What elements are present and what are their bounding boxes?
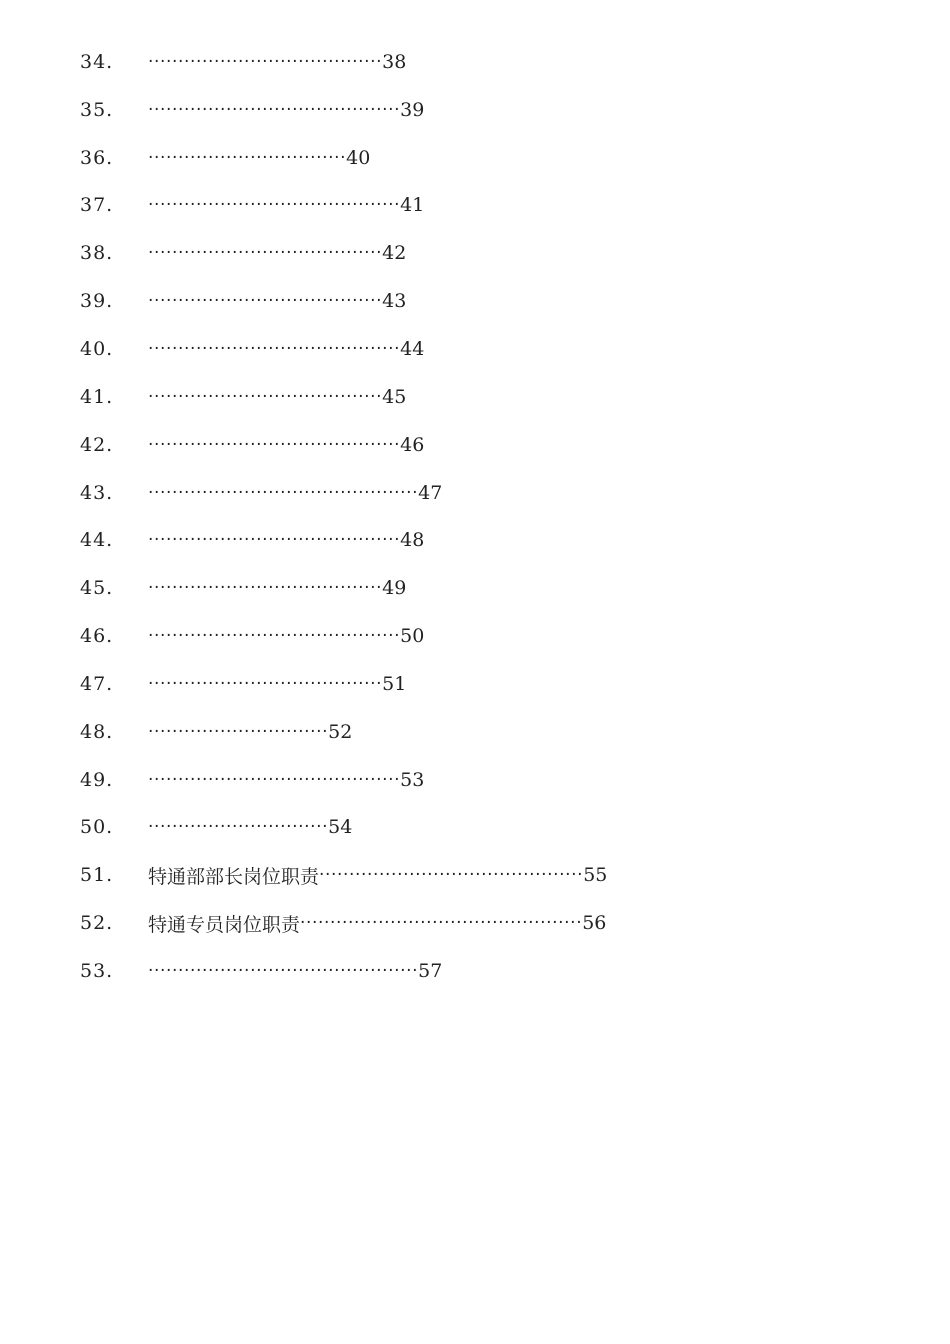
toc-entry-number: 39.: [80, 290, 114, 313]
toc-entry-number: 34.: [80, 50, 114, 73]
toc-entry[interactable]: [80, 899, 900, 947]
toc-entry[interactable]: [80, 325, 900, 373]
toc-entry-page-number: 49: [382, 577, 407, 600]
toc-entry-page-number: 48: [400, 529, 425, 552]
toc-entry[interactable]: [80, 229, 900, 277]
toc-entry-page-number: 50: [400, 625, 425, 648]
toc-entry-page-number: 39: [400, 98, 425, 121]
toc-entry-number: 40.: [80, 337, 114, 360]
toc-dot-leader: ·············································: [148, 482, 419, 503]
toc-dot-leader: ··········································: [148, 530, 401, 551]
toc-entry-number: 43.: [80, 481, 114, 504]
toc-entry-page-number: 51: [382, 672, 407, 695]
toc-entry-page-number: 55: [583, 864, 608, 887]
toc-entry-page-number: 38: [382, 50, 407, 73]
toc-entry-page-number: 56: [582, 912, 607, 935]
toc-dot-leader: ··········································: [148, 769, 401, 790]
toc-dot-leader: ··········································: [148, 99, 401, 120]
toc-entry[interactable]: [80, 564, 900, 612]
toc-entry-number: 53.: [80, 959, 114, 982]
toc-entry[interactable]: [80, 86, 900, 134]
toc-dot-leader: ··········································: [148, 434, 401, 455]
toc-dot-leader: ······························: [148, 721, 329, 742]
toc-entry-title: 特通专员岗位职责: [148, 913, 301, 936]
toc-entry[interactable]: [80, 708, 900, 756]
toc-dot-leader: ··········································: [148, 626, 401, 647]
toc-entry[interactable]: [80, 851, 900, 899]
toc-entry-number: 37.: [80, 194, 114, 217]
toc-entry[interactable]: [80, 469, 900, 517]
toc-dot-leader: ·······································: [148, 243, 383, 264]
toc-entry-number: 52.: [80, 912, 114, 935]
toc-entry[interactable]: [80, 134, 900, 182]
table-of-contents: [80, 38, 900, 995]
toc-dot-leader: ·······································: [148, 51, 383, 72]
toc-entry-page-number: 53: [400, 768, 425, 791]
toc-entry-number: 35.: [80, 98, 114, 121]
toc-entry-number: 42.: [80, 433, 114, 456]
toc-entry-number: 51.: [80, 864, 114, 887]
toc-entry[interactable]: [80, 516, 900, 564]
toc-entry-page-number: 52: [328, 720, 353, 743]
toc-entry[interactable]: [80, 373, 900, 421]
toc-entry-number: 41.: [80, 385, 114, 408]
toc-entry-page-number: 47: [418, 481, 443, 504]
toc-entry-title: 特通部部长岗位职责: [148, 865, 320, 888]
toc-entry[interactable]: [80, 947, 900, 995]
toc-entry-page-number: 46: [400, 433, 425, 456]
toc-entry-page-number: 43: [382, 290, 407, 313]
toc-entry[interactable]: [80, 421, 900, 469]
toc-dot-leader: ···············································: [300, 913, 583, 934]
toc-entry-number: 46.: [80, 625, 114, 648]
toc-dot-leader: ··········································: [148, 338, 401, 359]
toc-entry-number: 48.: [80, 720, 114, 743]
toc-entry-page-number: 57: [418, 959, 443, 982]
toc-entry-number: 49.: [80, 768, 114, 791]
toc-entry[interactable]: [80, 182, 900, 230]
toc-entry-page-number: 41: [400, 194, 425, 217]
toc-entry-page-number: 42: [382, 242, 407, 265]
toc-dot-leader: ··········································: [148, 195, 401, 216]
toc-entry[interactable]: [80, 660, 900, 708]
toc-dot-leader: ·············································: [148, 960, 419, 981]
toc-dot-leader: ·······································: [148, 673, 383, 694]
toc-entry-number: 36.: [80, 146, 114, 169]
toc-dot-leader: ·······································: [148, 578, 383, 599]
toc-dot-leader: ······························: [148, 817, 329, 838]
toc-dot-leader: ·································: [148, 147, 347, 168]
toc-dot-leader: ·······································: [148, 386, 383, 407]
toc-dot-leader: ············································: [319, 865, 584, 886]
toc-entry[interactable]: [80, 804, 900, 852]
toc-entry[interactable]: [80, 38, 900, 86]
toc-entry-page-number: 54: [328, 816, 353, 839]
toc-entry-number: 47.: [80, 672, 114, 695]
toc-entry-number: 45.: [80, 577, 114, 600]
toc-entry-number: 44.: [80, 529, 114, 552]
toc-entry-number: 50.: [80, 816, 114, 839]
toc-dot-leader: ·······································: [148, 291, 383, 312]
toc-entry-number: 38.: [80, 242, 114, 265]
toc-entry[interactable]: [80, 756, 900, 804]
toc-entry[interactable]: [80, 612, 900, 660]
toc-entry-page-number: 44: [400, 337, 425, 360]
toc-entry[interactable]: [80, 277, 900, 325]
toc-entry-page-number: 40: [346, 146, 371, 169]
toc-entry-page-number: 45: [382, 385, 407, 408]
